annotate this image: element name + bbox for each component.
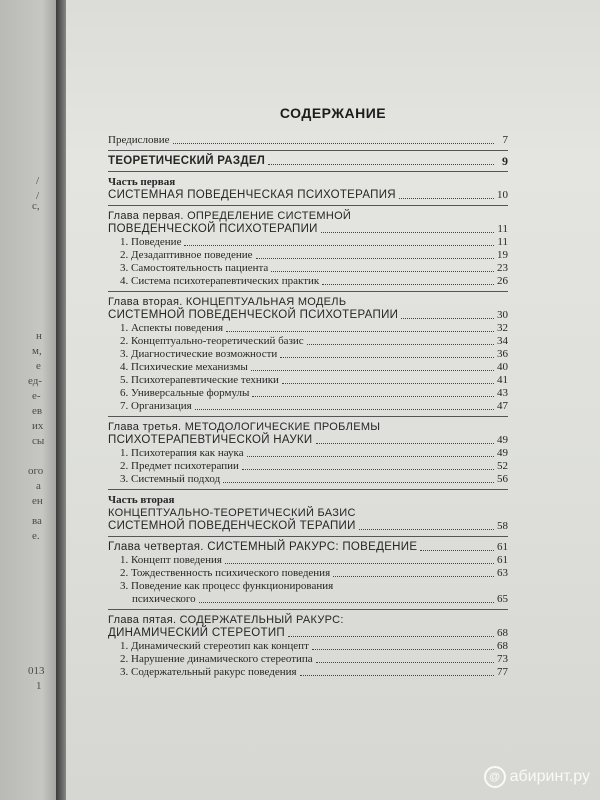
dot-leader [399, 198, 494, 199]
left-page-fragment: их [32, 420, 44, 432]
dot-leader [252, 396, 494, 397]
book-page [66, 0, 600, 800]
toc-subentry [108, 335, 508, 348]
toc-page-number: 52 [497, 460, 508, 472]
toc-page-number: 68 [497, 640, 508, 652]
dot-leader [247, 456, 494, 457]
watermark [484, 766, 590, 788]
toc-subentry [108, 447, 508, 460]
toc-subentry [108, 640, 508, 653]
toc-entry-text: 7. Организация [120, 400, 192, 412]
toc-page-number: 7 [502, 134, 508, 146]
toc-page-number: 26 [497, 275, 508, 287]
dot-leader [226, 331, 494, 332]
dot-leader [321, 232, 494, 233]
dot-leader [199, 602, 494, 603]
section-divider [108, 609, 508, 610]
toc-page-number: 77 [497, 666, 508, 678]
left-page-fragment: ед- [28, 375, 42, 387]
toc-entry-text: ПСИХОТЕРАПЕВТИЧЕСКОЙ НАУКИ [108, 434, 313, 446]
dot-leader [256, 258, 494, 259]
toc-entry-preface [108, 134, 508, 147]
toc-page-number: 32 [497, 322, 508, 334]
toc-entry-text: 5. Психотерапевтические техники [120, 374, 279, 386]
toc-subentry [108, 348, 508, 361]
toc-subentry [108, 460, 508, 473]
dot-leader [316, 443, 495, 444]
toc-entry-chapter3 [108, 434, 508, 447]
toc-entry-text: 3. Диагностические возможности [120, 348, 278, 360]
toc-subentry [108, 593, 508, 606]
toc-page-number: 10 [497, 189, 508, 201]
left-page-fragment: / [36, 190, 40, 202]
toc-entry-text: 3. Самостоятельность пациента [120, 262, 269, 274]
part-label: Часть вторая [108, 494, 175, 506]
toc-entry-part1 [108, 189, 508, 202]
toc-subentry [108, 567, 508, 580]
section-divider [108, 416, 508, 417]
toc-page-number: 43 [497, 387, 508, 399]
toc-entry-text: 4. Система психотерапевтических практик [120, 275, 320, 287]
toc-entry-chapter5 [108, 627, 508, 640]
toc-subentry [108, 262, 508, 275]
section-divider [108, 205, 508, 206]
toc-subentry [108, 387, 508, 400]
toc-subentry [108, 653, 508, 666]
chapter-heading-line: Глава третья. МЕТОДОЛОГИЧЕСКИЕ ПРОБЛЕМЫ [108, 421, 381, 433]
dot-leader [307, 344, 494, 345]
left-page-fragment: 013 [28, 665, 45, 677]
toc-page-number: 11 [497, 236, 508, 248]
dot-leader [316, 662, 494, 663]
toc-entry-text: 1. Поведение [120, 236, 182, 248]
toc-page-number: 73 [497, 653, 508, 665]
toc-entry-text: психического [132, 593, 196, 605]
toc-page-number: 30 [497, 309, 508, 321]
toc-subentry [108, 275, 508, 288]
toc-entry-text: 2. Предмет психотерапии [120, 460, 239, 472]
dot-leader [280, 357, 494, 358]
dot-leader [420, 550, 494, 551]
dot-leader [195, 409, 494, 410]
toc-page-number: 11 [497, 223, 508, 235]
toc-page-number: 19 [497, 249, 508, 261]
left-page-fragment: ен [32, 495, 43, 507]
toc-subentry [108, 400, 508, 413]
toc-entry-text: 2. Тождественность психического поведения [120, 567, 331, 579]
left-page-fragment: е- [32, 390, 41, 402]
toc-page-number: 49 [497, 434, 508, 446]
toc-subentry [108, 322, 508, 335]
toc-entry-text: 1. Концепт поведения [120, 554, 222, 566]
toc-entry-text: ТЕОРЕТИЧЕСКИЙ РАЗДЕЛ [108, 155, 266, 167]
toc-page-number: 61 [497, 554, 508, 566]
section-divider [108, 150, 508, 151]
watermark-text: абиринт.ру [509, 768, 590, 785]
toc-page-number: 36 [497, 348, 508, 360]
toc-subentry [108, 666, 508, 679]
toc-entry-text: 3. Содержательный ракурс поведения [120, 666, 297, 678]
toc-entry-part2 [108, 520, 508, 533]
toc-entry-text: 2. Дезадаптивное поведение [120, 249, 253, 261]
left-page-fragment: 1 [36, 680, 42, 692]
table-of-contents [108, 134, 508, 679]
page-title: СОДЕРЖАНИЕ [279, 105, 387, 121]
toc-entry-text: СИСТЕМНОЙ ПОВЕДЕНЧЕСКОЙ ТЕРАПИИ [108, 520, 356, 532]
toc-entry-text: 3. Системный подход [120, 473, 221, 485]
dot-leader [401, 318, 494, 319]
left-page-fragment: ва [32, 515, 42, 527]
toc-subentry [108, 236, 508, 249]
dot-leader [242, 469, 494, 470]
chapter-heading-line: Глава вторая. КОНЦЕПТУАЛЬНАЯ МОДЕЛЬ [108, 296, 347, 308]
dot-leader [223, 482, 494, 483]
dot-leader [312, 649, 494, 650]
toc-entry-text: 2. Концептуально-теоретический базис [120, 335, 304, 347]
left-page-fragment: / [36, 175, 40, 187]
toc-entry-text: 6. Универсальные формулы [120, 387, 250, 399]
toc-entry-text: Глава четвертая. СИСТЕМНЫЙ РАКУРС: ПОВЕДЕНИЕ [108, 541, 418, 553]
dot-leader [251, 370, 494, 371]
toc-entry-text: 2. Нарушение динамического стереотипа [120, 653, 313, 665]
dot-leader [322, 284, 494, 285]
toc-page-number: 41 [497, 374, 508, 386]
toc-subentry-line: 3. Поведение как процесс функционирования [120, 580, 334, 592]
left-page-fragment: е [36, 360, 41, 372]
toc-subentry [108, 249, 508, 262]
left-page-fragment: сы [32, 435, 45, 447]
dot-leader [333, 576, 494, 577]
adjacent-page [0, 0, 60, 800]
dot-leader [184, 245, 494, 246]
toc-page-number: 40 [497, 361, 508, 373]
dot-leader [225, 563, 494, 564]
toc-entry-text: 1. Психотерапия как наука [120, 447, 244, 459]
toc-entry-text: Предисловие [108, 134, 170, 146]
chapter-heading-line: Глава пятая. СОДЕРЖАТЕЛЬНЫЙ РАКУРС: [108, 614, 344, 626]
left-page-fragment: е. [32, 530, 40, 542]
toc-page-number: 61 [497, 541, 508, 553]
section-divider [108, 291, 508, 292]
toc-subentry [108, 554, 508, 567]
toc-entry-chapter2 [108, 309, 508, 322]
dot-leader [282, 383, 494, 384]
part-label: Часть первая [108, 176, 176, 188]
dot-leader [359, 529, 494, 530]
toc-entry-text: СИСТЕМНОЙ ПОВЕДЕНЧЕСКОЙ ПСИХОТЕРАПИИ [108, 309, 399, 321]
left-page-fragment: а [36, 480, 41, 492]
toc-entry-theory [108, 155, 508, 168]
labirint-logo-icon: @ [484, 766, 506, 788]
section-divider [108, 489, 508, 490]
toc-page-number: 65 [497, 593, 508, 605]
left-page-fragment: н [36, 330, 42, 342]
toc-page-number: 56 [497, 473, 508, 485]
toc-page-number: 34 [497, 335, 508, 347]
part-heading-line: КОНЦЕПТУАЛЬНО-ТЕОРЕТИЧЕСКИЙ БАЗИС [108, 507, 356, 519]
toc-entry-chapter1 [108, 223, 508, 236]
left-page-fragment: с, [32, 200, 40, 212]
toc-entry-chapter4 [108, 541, 508, 554]
toc-page-number: 47 [497, 400, 508, 412]
dot-leader [173, 143, 495, 144]
section-divider [108, 171, 508, 172]
toc-entry-text: 1. Динамический стереотип как концепт [120, 640, 309, 652]
toc-subentry [108, 361, 508, 374]
toc-entry-text: ПОВЕДЕНЧЕСКОЙ ПСИХОТЕРАПИИ [108, 223, 318, 235]
toc-page-number: 49 [497, 447, 508, 459]
toc-entry-text: 4. Психические механизмы [120, 361, 248, 373]
left-page-fragment: ев [32, 405, 43, 417]
toc-page-number: 58 [497, 520, 508, 532]
toc-entry-text: СИСТЕМНАЯ ПОВЕДЕНЧЕСКАЯ ПСИХОТЕРАПИЯ [108, 189, 396, 201]
section-divider [108, 536, 508, 537]
left-page-fragment: ого [28, 465, 44, 477]
toc-page-number: 63 [497, 567, 508, 579]
dot-leader [300, 675, 494, 676]
toc-entry-text: 1. Аспекты поведения [120, 322, 224, 334]
toc-subentry [108, 473, 508, 486]
toc-page-number: 68 [497, 627, 508, 639]
toc-entry-text: ДИНАМИЧЕСКИЙ СТЕРЕОТИП [108, 627, 285, 639]
toc-subentry [108, 374, 508, 387]
toc-page-number: 23 [497, 262, 508, 274]
toc-page-number: 9 [502, 154, 508, 168]
dot-leader [271, 271, 494, 272]
dot-leader [268, 164, 494, 165]
dot-leader [288, 636, 494, 637]
chapter-heading-line: Глава первая. ОПРЕДЕЛЕНИЕ СИСТЕМНОЙ [108, 210, 352, 222]
left-page-fragment: м, [32, 345, 42, 357]
